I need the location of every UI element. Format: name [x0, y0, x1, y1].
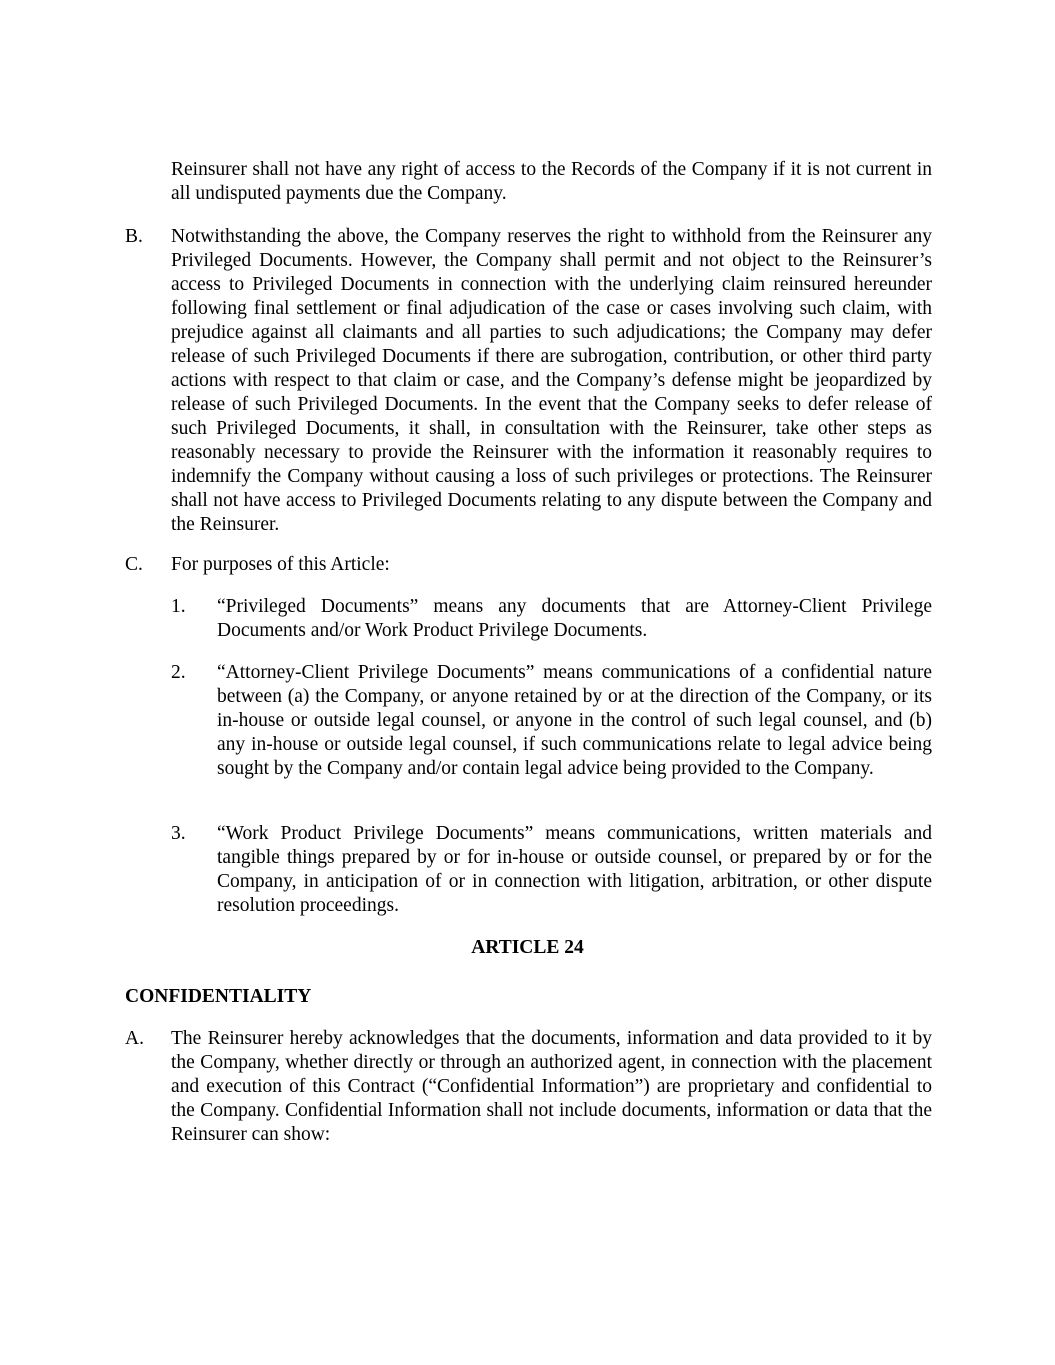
article-heading: ARTICLE 24: [471, 937, 584, 958]
item-marker: A.: [125, 1028, 144, 1049]
item-marker: B.: [125, 226, 143, 247]
subitem-text: “Attorney-Client Privilege Documents” means communications of a confidential nature between (a) the Company, or anyone retained by or at the direction of the Company, or its in-house or outside legal counsel, or anyone in the control of such legal counsel, and (b) any in-house or outside legal counsel, if such communications relate to legal advice being sought by the Company and/or contain legal advice being provided to the Company.: [217, 662, 932, 779]
item-marker: C.: [125, 554, 143, 575]
section-title: CONFIDENTIALITY: [125, 986, 312, 1007]
item-text: Notwithstanding the above, the Company reserves the right to withhold from the Reinsurer any Privileged Documents. However, the Company shall permit and not object to the Reinsurer’s access to Privileged Documents in connection with the underlying claim reinsured hereunder following final settlement or final adjudication of the case or cases involving such claim, with prejudice against all claimants and all parties to such adjudications; the Company may defer release of such Privileged Documents if there are subrogation, contribution, or other third party actions with respect to that claim or case, and the Company’s defense might be jeopardized by release of such Privileged Documents. In the event that the Company seeks to defer release of such Privileged Documents, it shall, in consultation with the Reinsurer, take other steps as reasonably necessary to provide the Reinsurer with the information it reasonably requires to indemnify the Company without causing a loss of such privileges or protections. The Reinsurer shall not have access to Privileged Documents relating to any dispute between the Company and the Reinsurer.: [171, 226, 932, 535]
subitem-marker: 1.: [171, 596, 186, 617]
item-text: The Reinsurer hereby acknowledges that the documents, information and data provided to it by the Company, whether directly or through an authorized agent, in connection with the placement and execution of this Contract (“Confidential Information”) are proprietary and confidential to the Company. Confidential Information shall not include documents, information or data that the Reinsurer can show:: [171, 1028, 932, 1145]
item-text: For purposes of this Article:: [171, 554, 390, 575]
subitem-text: “Work Product Privilege Documents” means communications, written materials and tangible things prepared by or for in-house or outside counsel, or prepared by or for the Company, in anticipation of or in connection with litigation, arbitration, or other dispute resolution proceedings.: [217, 823, 932, 916]
subitem-marker: 2.: [171, 662, 186, 683]
subitem-text: “Privileged Documents” means any documents that are Attorney-Client Privilege Documents and/or Work Product Privilege Documents.: [217, 596, 932, 641]
subitem-marker: 3.: [171, 823, 186, 844]
continuation-paragraph: Reinsurer shall not have any right of access to the Records of the Company if it is not current in all undisputed payments due the Company.: [171, 159, 932, 204]
